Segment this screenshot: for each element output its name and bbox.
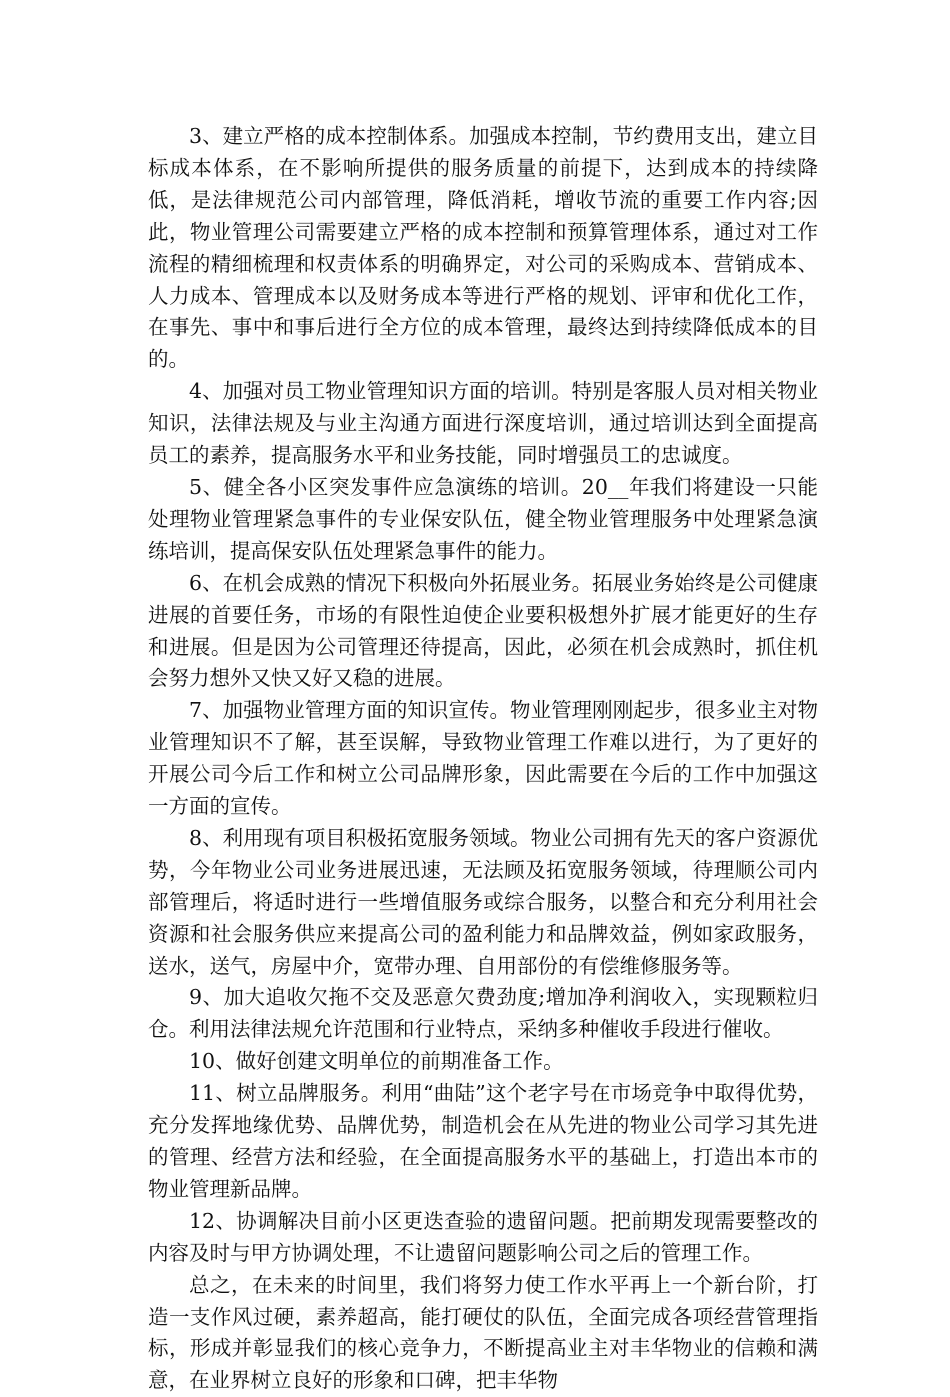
document-body [148, 121, 818, 1397]
paragraph-knowledge-promotion: 7、加强物业管理方面的知识宣传。物业管理刚刚起步，很多业主对物业管理知识不了解，甚至误解，导致物业管理工作难以进行，为了更好的开展公司今后工作和树立公司品牌形象，因此需要在今后的工作中加强这一方面的宣传。 [148, 698, 818, 819]
paragraph-brand-service: 11、树立品牌服务。利用“曲陆”这个老字号在市场竞争中取得优势，充分发挥地缘优势、品牌优势，制造机会在从先进的物业公司学习其先进的管理、经营方法和经验，在全面提高服务水平的基础上，打造出本市的物业管理新品牌。 [148, 1081, 818, 1201]
paragraph-service-expansion: 8、利用现有项目积极拓宽服务领域。物业公司拥有先天的客户资源优势，今年物业公司业务进展迅速，无法顾及拓宽服务领域，待理顺公司内部管理后，将适时进行一些增值服务或综合服务，以整合和充分利用社会资源和社会服务供应来提高公司的盈利能力和品牌效益，例如家政服务，送水，送气，房屋中介，宽带办理、自用部份的有偿维修服务等。 [148, 825, 818, 978]
paragraph-conclusion: 总之，在未来的时间里，我们将努力使工作水平再上一个新台阶，打造一支作风过硬，素养超高，能打硬仗的队伍，全面完成各项经营管理指标，形成并彰显我们的核心竞争力，不断提高业主对丰华物业的信赖和满意，在业界树立良好的形象和口碑，把丰华物 [148, 1272, 818, 1393]
paragraph-legacy-issues: 12、协调解决目前小区更迭查验的遗留问题。把前期发现需要整改的内容及时与甲方协调处理，不让遗留问题影响公司之后的管理工作。 [148, 1208, 818, 1265]
paragraph-cost-control: 3、建立严格的成本控制体系。加强成本控制，节约费用支出，建立目标成本体系，在不影响所提供的服务质量的前提下，达到成本的持续降低，是法律规范公司内部管理，降低消耗，增收节流的重要工作内容;因此，物业管理公司需要建立严格的成本控制和预算管理体系，通过对工作流程的精细梳理和权责体系的明确界定，对公司的采购成本、营销成本、人力成本、管理成本以及财务成本等进行严格的规划、评审和优化工作，在事先、事中和事后进行全方位的成本管理，最终达到持续降低成本的目的。 [148, 124, 818, 372]
paragraph-emergency-drill: 5、健全各小区突发事件应急演练的培训。20__年我们将建设一只能处理物业管理紧急事件的专业保安队伍，健全物业管理服务中处理紧急演练培训，提高保安队伍处理紧急事件的能力。 [148, 474, 818, 563]
paragraph-fee-collection: 9、加大追收欠拖不交及恶意欠费劲度;增加净利润收入，实现颗粒归仓。利用法律法规允许范围和行业特点，采纳多种催收手段进行催收。 [148, 985, 818, 1042]
paragraph-business-expansion: 6、在机会成熟的情况下积极向外拓展业务。拓展业务始终是公司健康进展的首要任务，市场的有限性迫使企业要积极想外扩展才能更好的生存和进展。但是因为公司管理还待提高，因此，必须在机会成熟时，抓住机会努力想外又快又好又稳的进展。 [148, 570, 818, 691]
paragraph-civilized-unit: 10、做好创建文明单位的前期准备工作。 [189, 1049, 564, 1074]
paragraph-staff-training: 4、加强对员工物业管理知识方面的培训。特别是客服人员对相关物业知识，法律法规及与业主沟通方面进行深度培训，通过培训达到全面提高员工的素养，提高服务水平和业务技能，同时增强员工的忠诚度。 [148, 379, 818, 468]
